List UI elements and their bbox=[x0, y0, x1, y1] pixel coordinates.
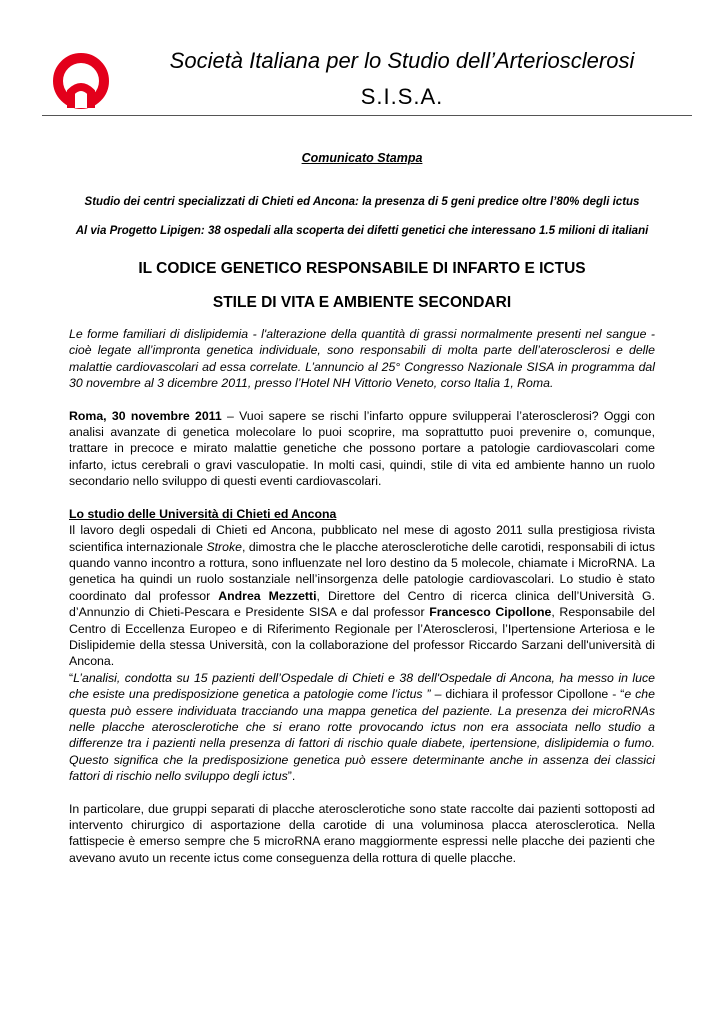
intro-paragraph: Le forme familiari di dislipidemia - l'alterazione della quantità di grassi normalmente presenti nel sangue - cioè legate all’impronta genetica individuale, sono responsabili di molta parte dell’aterosclerosi e delle malattie cardiovascolari ad essa correlate. L’annuncio al 25° Congresso Nazionale SISA in programma dal 30 novembre al 3 dicembre 2011, presso l’Hotel NH Vittorio Veneto, corso Italia 1, Roma. bbox=[69, 327, 655, 391]
section-title: Lo studio delle Università di Chieti ed Ancona bbox=[69, 506, 337, 521]
dateline: Roma, 30 novembre 2011 bbox=[69, 408, 222, 423]
professor-name-1: Andrea Mezzetti bbox=[218, 588, 317, 603]
header-divider bbox=[42, 115, 692, 116]
quote-paragraph: “L’analisi, condotta su 15 pazienti dell’Ospedale di Chieti e 38 dell'Ospedale di Ancona, ha messo in luce che esiste una predisposizione genetica a patologie come l’ictus ” – dichiara il professor Cipollone - “e che questa può essere individuata tracciando una mappa genetica del paziente. La presenza dei microRNAs nelle placche aterosclerotiche che si erano rotte provocando ictus non era associata nello studio a differenze tra i pazienti nella presenza di fattori di rischio quale diabete, ipertensione, dislipidemia o fumo. Questo significa che la predisposizione genetica può essere determinante anche in assenza dei classici fattori di rischio nello sviluppo degli ictus”. bbox=[69, 670, 655, 784]
section-paragraph: Lo studio delle Università di Chieti ed Ancona Il lavoro degli ospedali di Chieti ed Ancona, pubblicato nel mese di agosto 2011 sulla prestigiosa rivista scientifica internazionale Stroke, dimostra che le placche aterosclerotiche delle carotidi, responsabili di ictus quando vanno incontro a rottura, sono influenzate nel loro destino da 5 molecole, chiamate i MicroRNA. La genetica ha quindi un ruolo sostanziale nell’insorgenza delle patologie cardiovascolari. Lo studio è stato coordinato dal professor Andrea Mezzetti, Direttore del Centro di ricerca clinica dell’Università G. d’Annunzio di Chieti-Pescara e Presidente SISA e dal professor Francesco Cipollone, Responsabile del Centro di Eccellenza Europeo e di Riferimento Regionale per l’Aterosclerosi, l’Ipertensione Arteriosa e le Dislipidemie della stessa Università, con la collaborazione del professor Riccardo Sarzani dell'università di Ancona. bbox=[69, 506, 655, 669]
headline-1: IL CODICE GENETICO RESPONSABILE DI INFARTO E ICTUS bbox=[138, 260, 586, 278]
document-body bbox=[69, 150, 655, 882]
organization-acronym: S.I.S.A. bbox=[360, 84, 444, 109]
headline-2: STILE DI VITA E AMBIENTE SECONDARI bbox=[212, 293, 512, 311]
organization-title: Società Italiana per lo Studio dell’Arteriosclerosi bbox=[169, 48, 635, 73]
paragraph-1: Roma, 30 novembre 2011 – Vuoi sapere se rischi l’infarto oppure svilupperai l’aterosclerosi? Oggi con analisi avanzate di genetica molecolare lo puoi scoprire, ma soprattutto puoi prevenire o, comunque, trattare in precoce e mirato malattie genetiche che possono portare a patologie cardiovascolari come infarto, ictus cerebrali o gravi vasculopatie. In molti casi, quindi, stile di vita ed ambiente hanno un ruolo secondario nello sviluppo di questi eventi cardiovascolari. bbox=[69, 408, 655, 489]
subtitle-2: Al via Progetto Lipigen: 38 ospedali alla scoperta dei difetti genetici che interessano 1.5 milioni di italiani bbox=[75, 224, 649, 237]
subtitle-1: Studio dei centri specializzati di Chieti ed Ancona: la presenza di 5 geni predice oltre l’80% degli ictus bbox=[84, 196, 640, 209]
journal-name: Stroke bbox=[206, 539, 242, 554]
professor-name-2: Francesco Cipollone bbox=[429, 605, 552, 620]
final-paragraph: In particolare, due gruppi separati di placche aterosclerotiche sono state raccolte dai pazienti sottoposti ad intervento chirurgico di asportazione della carotide di una voluminosa placca aterosclerotica. Nella fattispecie è emerso sempre che 5 microRNA erano maggiormente espressi nelle placche dei pazienti che avevano avuto un recente ictus come conseguenza della rottura di quelle placche. bbox=[69, 801, 655, 865]
press-release-label: Comunicato Stampa bbox=[301, 151, 423, 165]
sisa-logo-icon bbox=[52, 52, 110, 110]
